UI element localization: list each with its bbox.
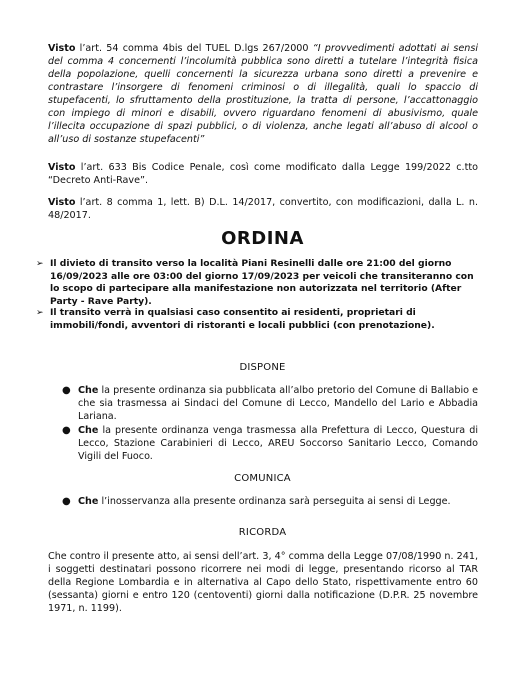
ricorda-paragraph: Che contro il presente atto, ai sensi dell’art. 3, 4° comma della Legge 07/08/1990 n. 241, i soggetti destinatari possono ricorrere nei modi di legge, presentando ricorso al TAR della Regione Lombardia e in alternativa al Capo dello Stato, rispettivamente entro 60 (sessanta) giorni e entro 120 (centoventi) giorni dalla notificazione (D.P.R. 25 novembre 1971, n. 1199). [48,551,478,614]
arrow-bullet-icon: ➢ [36,308,44,318]
visto-quote: “I provvedimenti adottati ai sensi del comma 4 concernenti l’incolumità pubblica sono diretti a tutelare l’integrità fisica della popolazione, quelli concernenti la sicurezza urbana sono diretti a prevenire e contrastare l’insorgere di fenomeni criminosi o di illegalità, quali lo spaccio di stupefacenti, lo sfruttamento della prostituzione, la tratta di persone, l’accattonaggio con impiego di minori e disabili, ovvero riguardano fenomeni di abusivismo, quale l’illecita occupazione di spazi pubblici, o di violenza, anche legati all’abuso di alcool o all’uso di sostanze stupefacenti” [48,43,479,145]
bullet-lead: Che [78,496,99,507]
bullet-dot-icon: ● [62,425,71,436]
bullet-dot-icon: ● [62,496,71,507]
visto-paragraph-tuel [48,42,478,146]
visto-text: l’art. 54 comma 4bis del TUEL D.lgs 267/2000 [75,43,313,54]
ordina-title: ORDINA [221,228,304,249]
visto-paragraph-codice-penale [48,161,478,187]
order-item-transito: Il transito verrà in qualsiasi caso consentito ai residenti, proprietari di immobili/fondi, avventori di ristoranti e locali pubblici (con prenotazione). [50,307,435,331]
bullet-text: la presente ordinanza sia pubblicata all’albo pretorio del Comune di Ballabio e che sia trasmessa ai Sindaci del Comune di Lecco, Mandello del Lario e Abbadia Lariana. [78,385,478,422]
order-item-divieto: Il divieto di transito verso la località Piani Resinelli dalle ore 21:00 del giorno 16/09/2023 alle ore 03:00 del giorno 17/09/2023 per veicoli che transiteranno con lo scopo di partecipare alla manifestazione non autorizzata nel territorio (After Party - Rave Party). [50,258,474,307]
visto-paragraph-dl [48,196,478,222]
visto-text: l’art. 8 comma 1, lett. B) D.L. 14/2017, convertito, con modificazioni, dalla L. n. 48/2017. [48,197,478,221]
bullet-lead: Che [78,425,99,436]
visto-lead: Visto [48,197,76,208]
ricorda-heading: RICORDA [238,527,287,538]
visto-text: l’art. 633 Bis Codice Penale, così come modificato dalla Legge 199/2022 c.tto “Decreto Anti-Rave”. [48,162,478,186]
comunica-item-inosservanza [78,495,478,508]
visto-lead: Visto [48,162,76,173]
visto-lead: Visto [48,43,76,54]
dispone-heading: DISPONE [239,362,286,373]
bullet-dot-icon: ● [62,385,71,396]
bullet-text: l’inosservanza alla presente ordinanza sarà perseguita ai sensi di Legge. [98,496,451,507]
dispone-item-pubblicazione [78,384,478,423]
arrow-bullet-icon: ➢ [36,259,44,269]
bullet-text: la presente ordinanza venga trasmessa alla Prefettura di Lecco, Questura di Lecco, Stazione Carabinieri di Lecco, AREU Soccorso Sanitario Lecco, Comando Vigili del Fuoco. [78,425,478,462]
bullet-lead: Che [78,385,99,396]
dispone-item-trasmissione [78,424,478,463]
comunica-heading: COMUNICA [234,473,291,484]
